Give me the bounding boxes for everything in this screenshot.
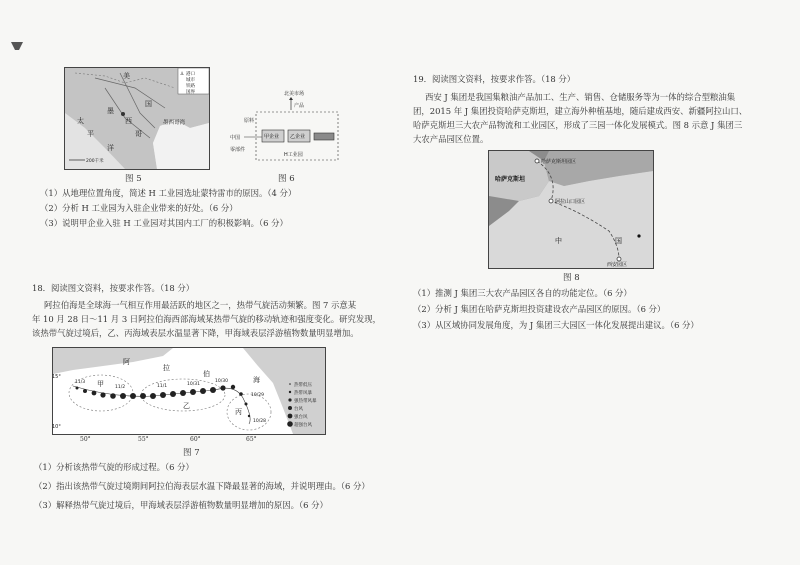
lon-65: 65° — [246, 436, 257, 443]
q18-item-1: （1）分析该热带气旋的形成过程。（6 分） — [34, 462, 194, 472]
label-yang: 洋 — [107, 144, 114, 152]
legend-city: 城市 — [186, 78, 195, 83]
label-alashankou-park: 阿拉山口园区 — [555, 199, 586, 205]
label-mei: 美 — [123, 72, 130, 80]
legend-railway: 铁路 — [186, 84, 195, 89]
figure-7-map — [52, 347, 326, 435]
label-xi: 西 — [125, 117, 132, 125]
q19-title: 19．阅读图文资料，按要求作答。（18 分） — [413, 74, 576, 84]
label-tai: 太 — [77, 117, 84, 125]
label-guo: 国 — [615, 237, 622, 245]
label-kz-park: 哈萨克斯坦园区 — [541, 159, 577, 165]
q18-title: 18．阅读图文资料，按要求作答。（18 分） — [32, 283, 195, 293]
label-xian-park: 西安园区 — [607, 262, 628, 268]
figure-7-caption: 图 7 — [183, 448, 200, 458]
svg-text:热带风暴: 热带风暴 — [294, 391, 312, 396]
figure-8-caption: 图 8 — [563, 273, 580, 283]
label-mo: 墨 — [107, 107, 114, 115]
scale-bar: 200千米 — [86, 159, 104, 164]
svg-text:热带低压: 热带低压 — [294, 383, 312, 388]
q19-item-2: （2）分析 J 集团在哈萨克斯坦投资建设农产品园区的原因。（6 分） — [413, 304, 666, 314]
lon-55: 55° — [138, 436, 149, 443]
figure-6-caption: 图 6 — [278, 174, 295, 184]
q17-item-1: （1）从地理位置角度，简述 H 工业园选址蒙特雷市的原因。（4 分） — [40, 188, 297, 198]
q18-body-line-2: 年 10 月 28 日～11 月 3 日阿拉伯海西部海域某热带气旋的移动轨迹和强度变化。研究发现， — [32, 314, 382, 324]
label-guo: 国 — [145, 100, 152, 108]
q19-body-line-1: 西安 J 集团是我国集粮油产品加工、生产、销售、仓储服务等为一体的综合型粮油集 — [425, 92, 736, 102]
q17-item-2: （2）分析 H 工业园为入驻企业带来的好处。（6 分） — [40, 203, 238, 213]
date-11-2: 11/2 — [115, 385, 126, 390]
box-jia: 甲企业 — [264, 134, 280, 140]
product-label: 产品 — [294, 103, 305, 109]
q18-item-2: （2）指出该热带气旋过境期间阿拉伯海表层水温下降最显著的海域，并说明理由。（6 分） — [34, 481, 370, 491]
sea-char-2: 拉 — [163, 364, 170, 372]
figure-6-diagram — [226, 88, 346, 168]
lon-60: 60° — [190, 436, 201, 443]
q19-item-1: （1）推测 J 集团三大农产品园区各自的功能定位。（6 分） — [413, 288, 632, 298]
date-10-29: 10/29 — [251, 393, 264, 398]
q19-item-3: （3）从区域协同发展角度，为 J 集团三大园区一体化发展提出建议。（6 分） — [413, 320, 699, 330]
date-11-3: 11/3 — [75, 380, 86, 385]
zone-jia: 甲 — [97, 380, 104, 388]
date-11-1: 11/1 — [157, 384, 168, 389]
legend-port: 港口 — [186, 72, 195, 77]
label-gulf: 墨西哥湾 — [163, 120, 186, 126]
q18-item-3: （3）解释热带气旋过境后，甲海域表层浮游植物数量明显增加的原因。（6 分） — [34, 500, 328, 510]
lat-10: 10° — [52, 424, 61, 430]
svg-text:强台风: 强台风 — [294, 415, 308, 420]
north-market-label: 北美市场 — [284, 91, 305, 97]
date-10-28: 10/28 — [253, 419, 266, 424]
zone-yi: 乙 — [183, 402, 190, 410]
svg-text:强热带风暴: 强热带风暴 — [294, 399, 317, 404]
svg-text:⚓: ⚓ — [180, 72, 185, 77]
figure-5-caption: 图 5 — [125, 174, 142, 184]
sea-char-1: 阿 — [123, 358, 130, 366]
label-zhong: 中 — [555, 237, 562, 245]
q17-item-3: （3）说明甲企业入驻 H 工业园对其国内工厂的积极影响。（6 分） — [40, 218, 288, 228]
corner-mark-icon — [10, 40, 24, 52]
box-yi: 乙企业 — [290, 134, 306, 140]
zone-label: H工业园 — [284, 152, 303, 158]
label-kazakhstan: 哈萨克斯坦 — [495, 176, 526, 183]
label-ge: 哥 — [135, 130, 142, 138]
zone-bing: 丙 — [235, 408, 242, 416]
q19-body-line-3: 哈萨克斯坦三大农产品物流和工业园区，形成了三园一体化发展模式。图 8 示意 J 集团三 — [413, 120, 743, 130]
parts-label: 零部件 — [230, 147, 246, 153]
sea-char-4: 海 — [253, 376, 260, 384]
lat-15: 15° — [52, 374, 61, 380]
sea-char-3: 伯 — [203, 370, 210, 378]
label-ping: 平 — [87, 130, 94, 138]
legend-border: 国界 — [186, 90, 195, 95]
q19-body-line-4: 大农产品园区位置。 — [413, 134, 489, 144]
figure-8-map — [488, 150, 654, 269]
q19-body-line-2: 团，2015 年 J 集团投资哈萨克斯坦，建立海外种植基地，随后建成西安、新疆阿拉山口、 — [413, 106, 748, 116]
lon-50: 50° — [80, 436, 91, 443]
date-10-30: 10/30 — [215, 379, 228, 384]
date-10-31: 10/31 — [187, 382, 200, 387]
china-label: 中国 — [230, 135, 241, 141]
figure-5-map — [64, 67, 210, 170]
q18-body-line-3: 该热带气旋过境后，乙、丙海域表层水温显著下降，甲海域表层浮游植物数量明显增加。 — [32, 328, 359, 338]
raw-label: 原料 — [244, 118, 255, 124]
q18-body-line-1: 阿拉伯海是全球海一气相互作用最活跃的地区之一，热带气旋活动频繁。图 7 示意某 — [44, 300, 357, 310]
svg-text:超强台风: 超强台风 — [294, 423, 312, 428]
svg-text:台风: 台风 — [294, 407, 303, 412]
